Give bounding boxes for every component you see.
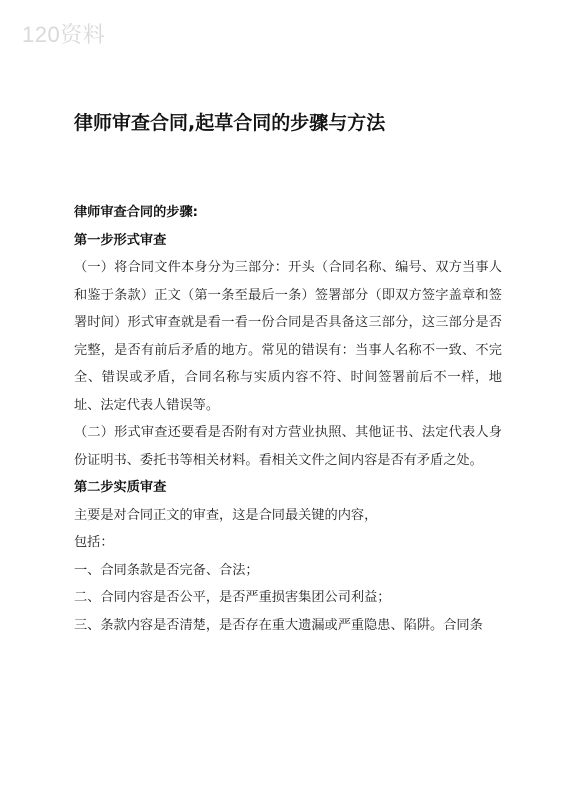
list-item: 一、合同条款是否完备、合法；	[74, 562, 259, 578]
step2-includes: 包括：	[74, 535, 114, 550]
section-heading: 律师审查合同的步骤:	[74, 205, 198, 220]
step1-heading: 第一步形式审查	[74, 232, 167, 248]
list-item: 二、合同内容是否公平，是否严重损害集团公司利益；	[74, 590, 391, 605]
step1-paragraph-1: （一）将合同文件本身分为三部分：开头（合同名称、编号、双方当事人和鉴于条款）正文（第一条至最后一条）签署部分（即双方签字盖章和签署时间）形式审查就是看一看一份合同是否具备这三部分，这三部分是否完整，是否有前后矛盾的地方。常见的错误有：当事人名称不一致、不完全、错误或矛盾，合同名称与实质内容不符、时间签署前后不一样，地址、法定代表人错误等。	[74, 260, 502, 413]
step2-intro: 主要是对合同正文的审查，这是合同最关键的内容，	[74, 507, 378, 523]
list-item: 三、条款内容是否清楚，是否存在重大遗漏或严重隐患、陷阱。合同条	[74, 617, 483, 633]
document-body	[74, 199, 502, 639]
step1-paragraph-2: （二）形式审查还要看是否附有对方营业执照、其他证书、法定代表人身份证明书、委托书等相关材料。看相关文件之间内容是否有矛盾之处。	[74, 425, 502, 468]
watermark: 120资料	[22, 22, 106, 47]
document-title: 律师审查合同,起草合同的步骤与方法	[74, 112, 386, 134]
step2-heading: 第二步实质审查	[74, 480, 167, 495]
